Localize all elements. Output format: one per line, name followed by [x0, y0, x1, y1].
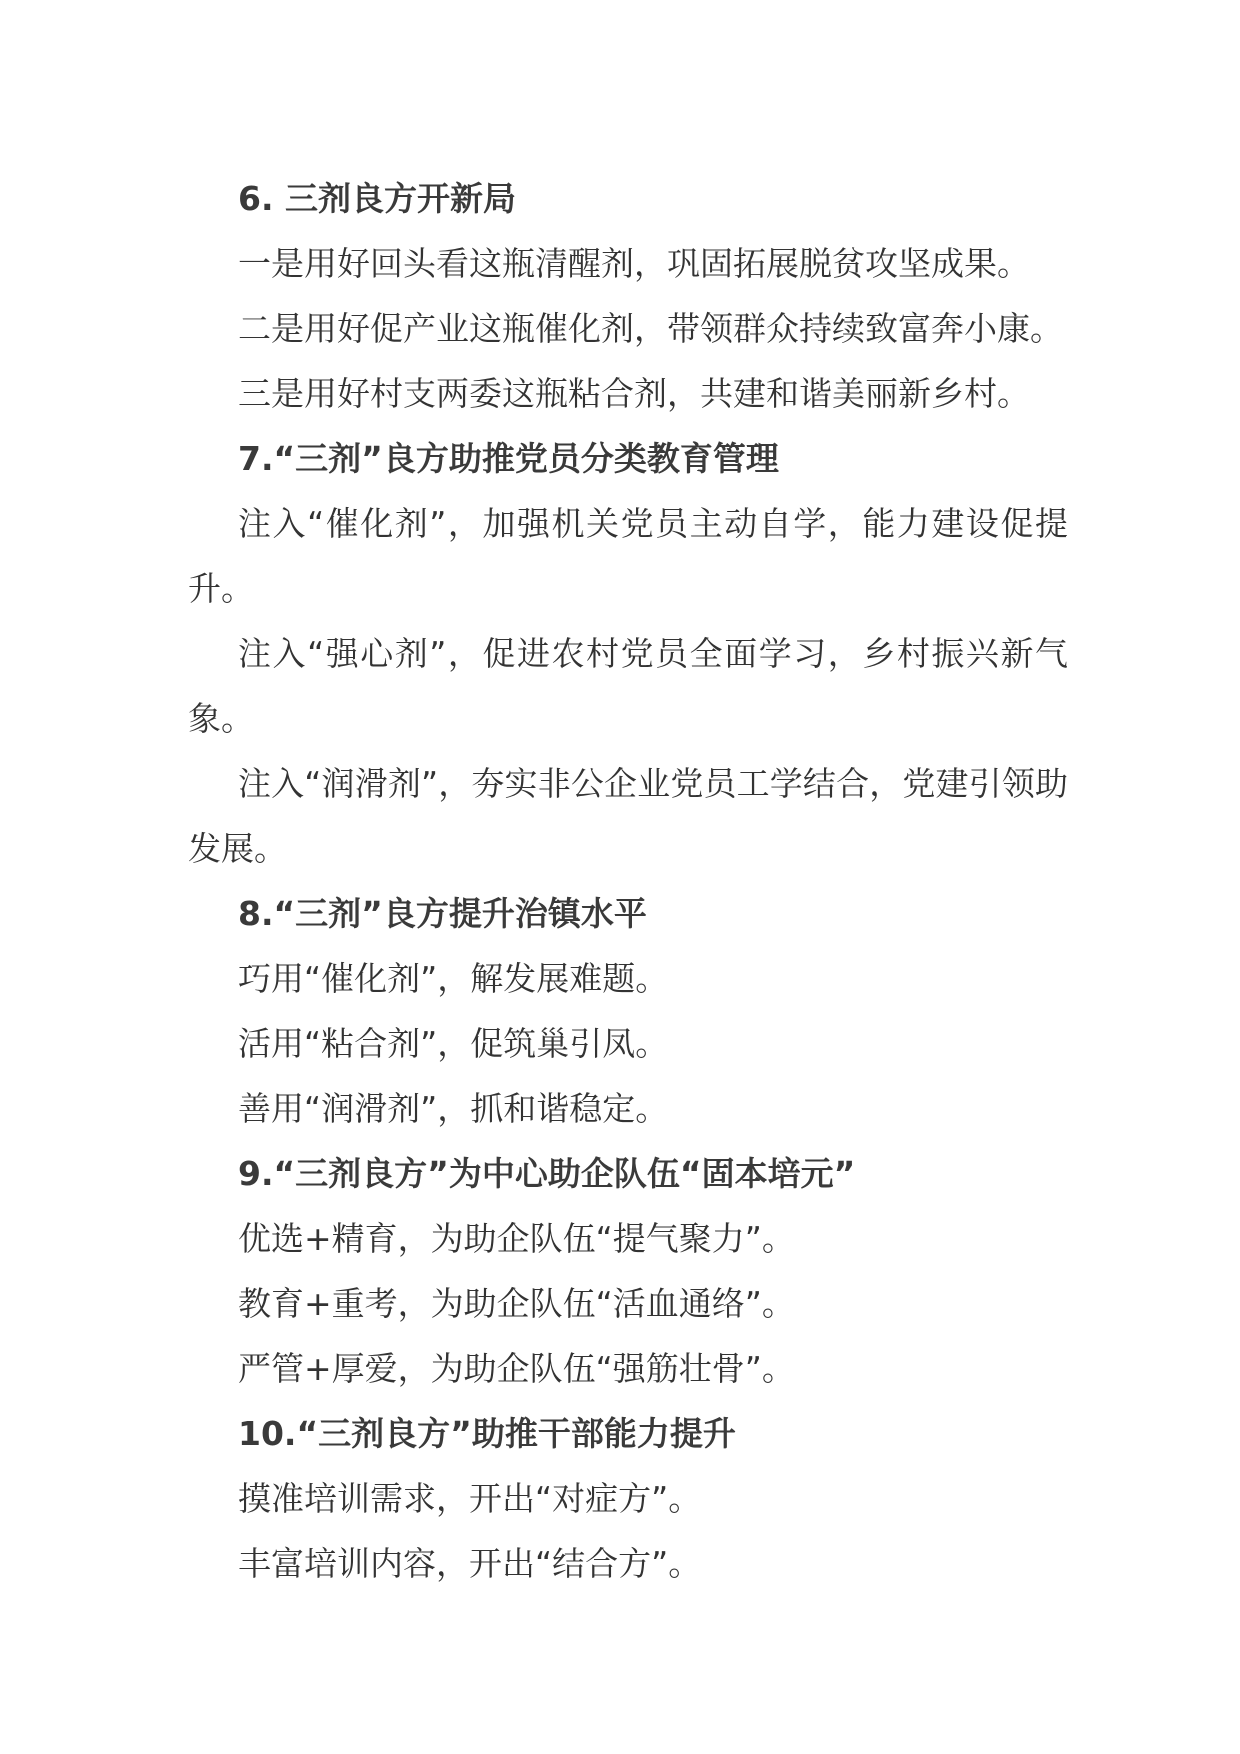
section-item: 三是用好村支两委这瓶粘合剂，共建和谐美丽新乡村。	[238, 374, 1030, 413]
section-item: 活用“粘合剂”，促筑巢引凤。	[238, 1024, 669, 1063]
section-item: 严管+厚爱，为助企队伍“强筋壮骨”。	[238, 1349, 795, 1388]
section-heading: 9.“三剂良方”为中心助企队伍“固本培元”	[238, 1154, 856, 1193]
section-paragraph: 注入“强心剂”，促进农村党员全面学习，乡村振兴新气象。	[188, 634, 1068, 738]
section-heading: 6. 三剂良方开新局	[238, 179, 516, 218]
section-paragraph: 注入“催化剂”，加强机关党员主动自学，能力建设促提升。	[188, 504, 1068, 608]
section-heading: 8.“三剂”良方提升治镇水平	[238, 894, 647, 933]
section-paragraph: 注入“润滑剂”，夯实非公企业党员工学结合，党建引领助发展。	[188, 764, 1068, 868]
section-item: 优选+精育，为助企队伍“提气聚力”。	[238, 1219, 795, 1258]
section-item: 二是用好促产业这瓶催化剂，带领群众持续致富奔小康。	[238, 309, 1063, 348]
section-item: 一是用好回头看这瓶清醒剂，巩固拓展脱贫攻坚成果。	[238, 244, 1030, 283]
section-item: 巧用“催化剂”，解发展难题。	[238, 959, 669, 998]
section-item: 善用“润滑剂”，抓和谐稳定。	[238, 1089, 669, 1128]
document-body	[188, 166, 1068, 1596]
section-item: 教育+重考，为助企队伍“活血通络”。	[238, 1284, 795, 1323]
section-item: 丰富培训内容，开出“结合方”。	[238, 1544, 702, 1583]
section-heading: 7.“三剂”良方助推党员分类教育管理	[238, 439, 779, 478]
section-item: 摸准培训需求，开出“对症方”。	[238, 1479, 702, 1518]
section-heading: 10.“三剂良方”助推干部能力提升	[238, 1414, 736, 1453]
